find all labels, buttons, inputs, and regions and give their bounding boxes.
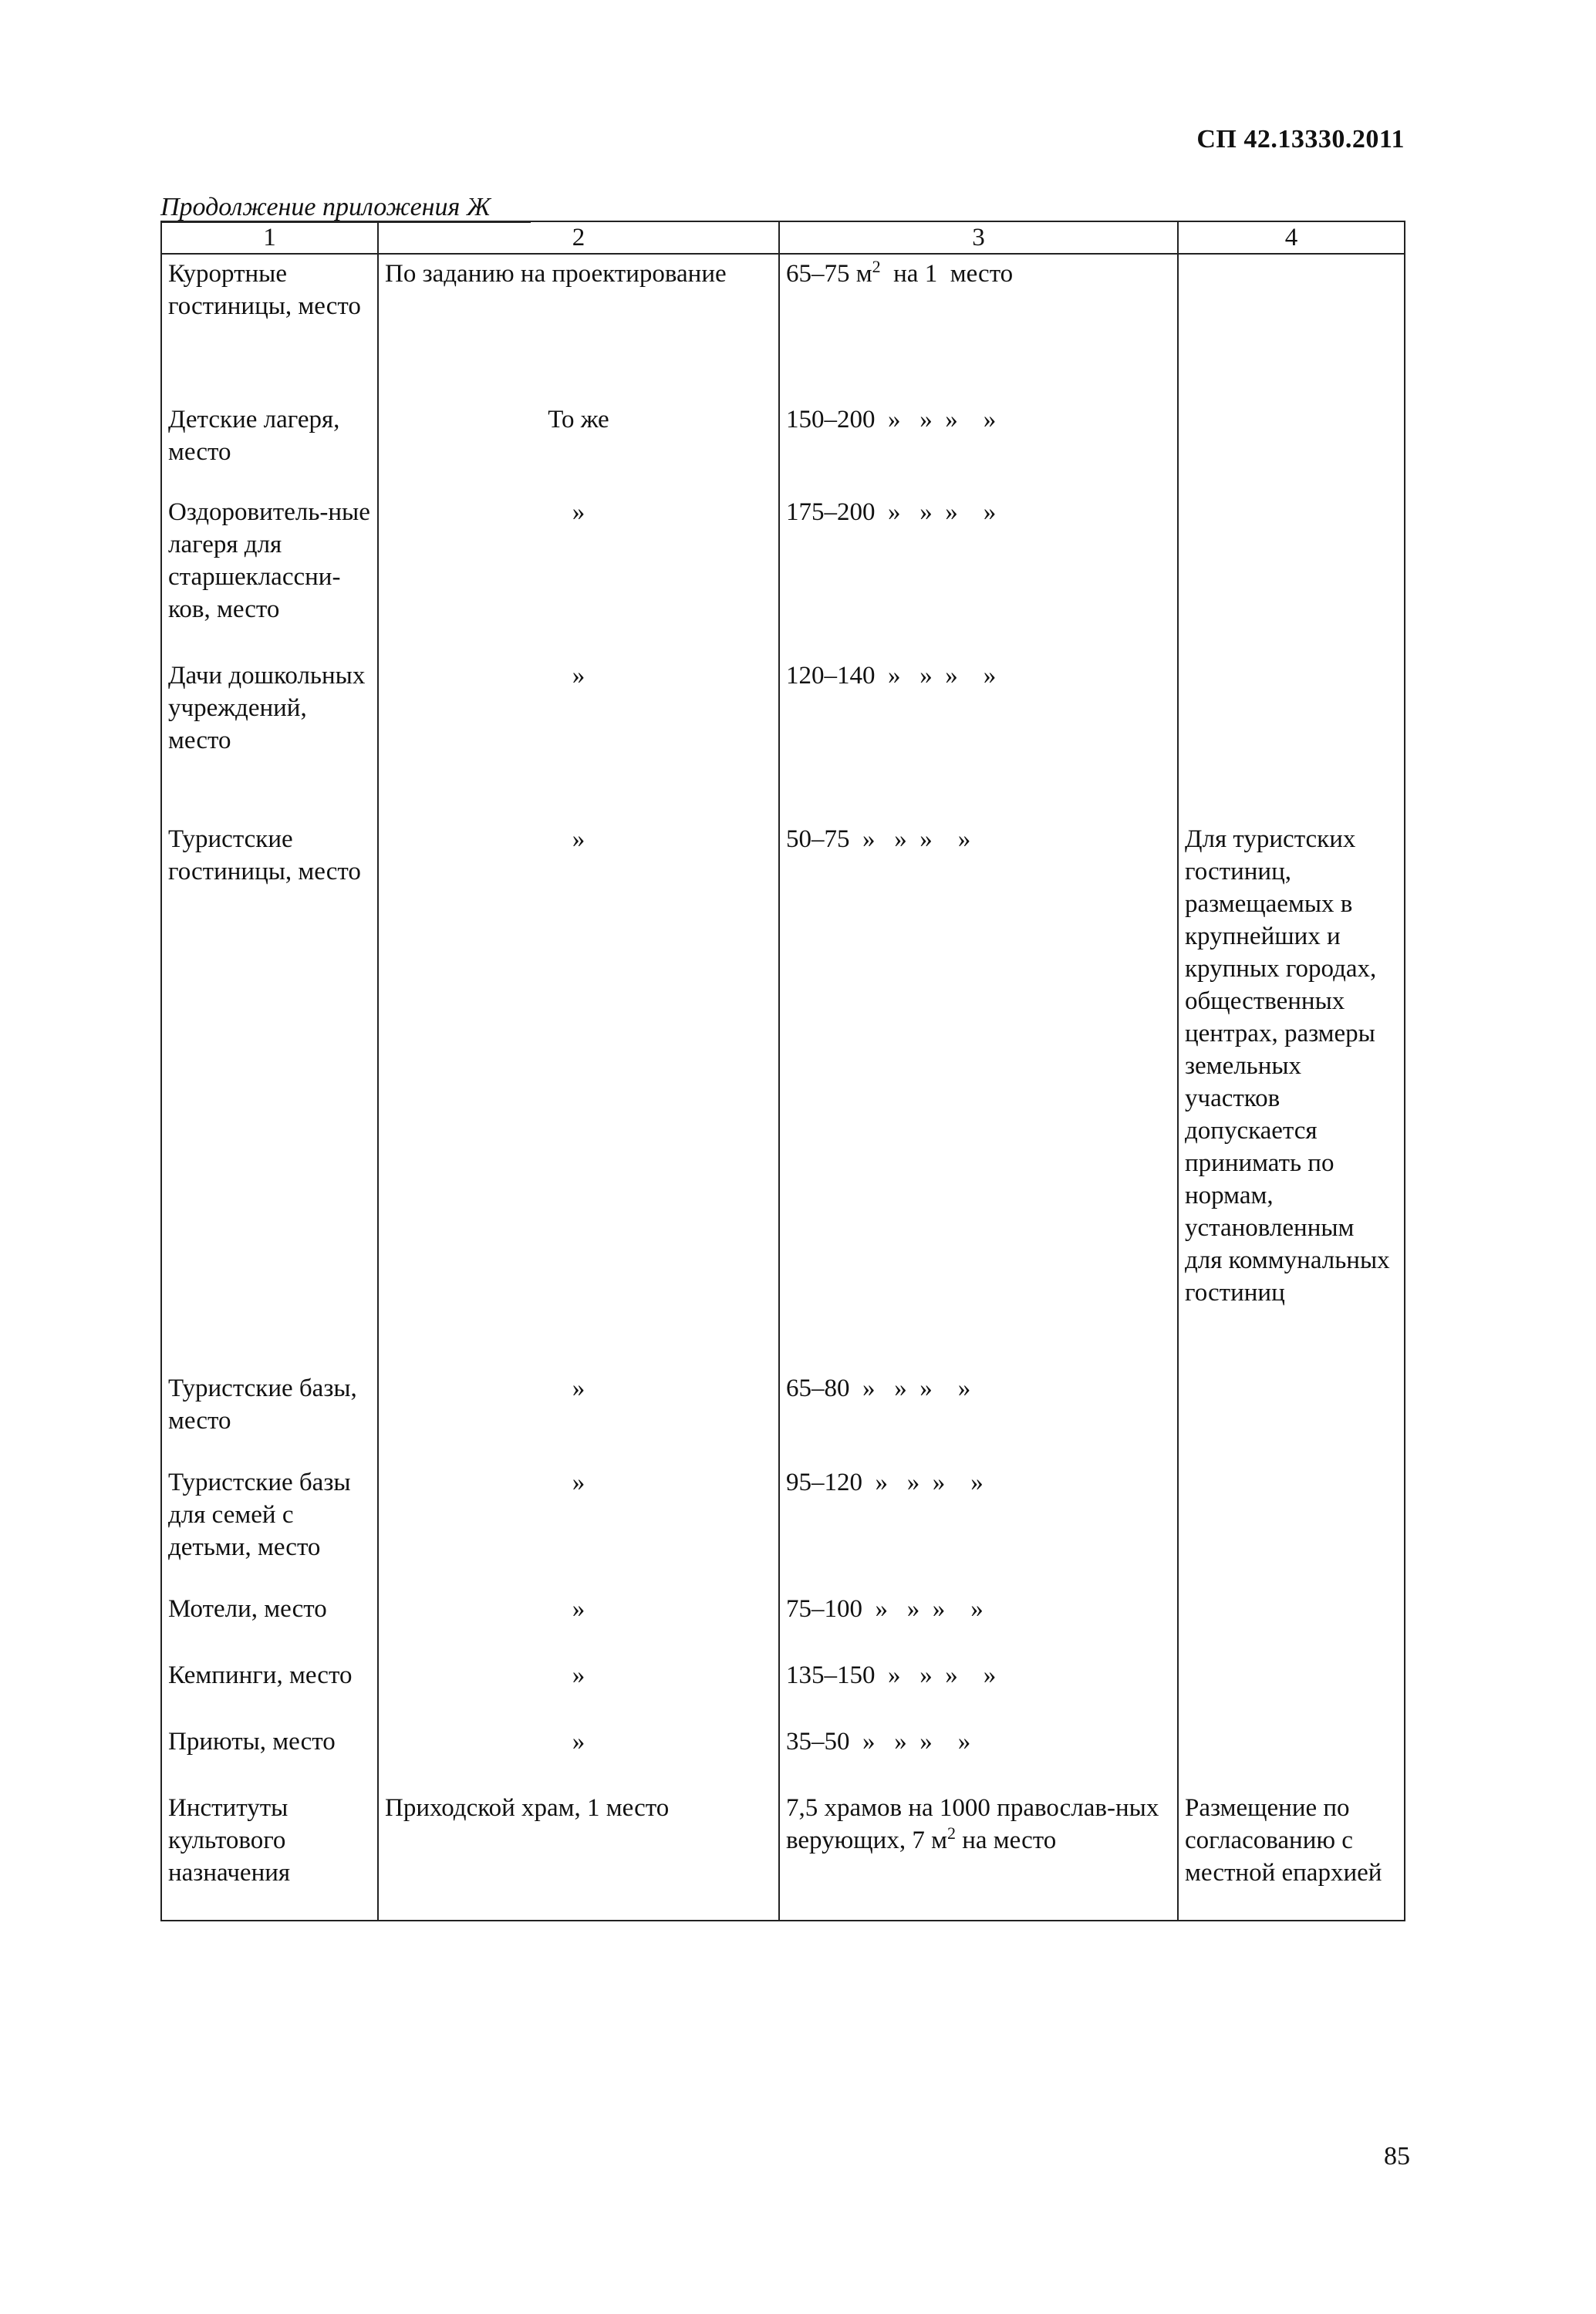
continuation-caption: Продолжение приложения Ж <box>160 193 491 221</box>
table-row <box>161 1593 1405 1659</box>
land-size-text-end: на 1 место <box>880 260 1014 288</box>
row-land-size <box>779 1792 1178 1921</box>
table-header-row <box>161 221 1405 254</box>
row-land-size: 35–50 » » » » <box>779 1725 1178 1792</box>
row-norm-basis: » <box>378 1725 779 1792</box>
row-object-name: Курортные гостиницы, место <box>161 254 378 403</box>
row-land-size: 50–75 » » » » <box>779 823 1178 1372</box>
column-header-3: 3 <box>779 221 1178 254</box>
row-land-size: 135–150 » » » » <box>779 1659 1178 1725</box>
row-object-name: Институты культового назначения <box>161 1792 378 1921</box>
row-note: Для туристских гостиниц, размещаемых в крупнейших и крупных городах, общественных центрах, размеры земельных участков допускается принимать по нормам, установленным для коммунальных гостиниц <box>1178 823 1405 1372</box>
table-row <box>161 1372 1405 1466</box>
row-land-size: 175–200 » » » » <box>779 496 1178 659</box>
row-land-size: 120–140 » » » » <box>779 659 1178 823</box>
table-row <box>161 254 1405 403</box>
row-norm-basis: » <box>378 659 779 823</box>
row-object-name: Мотели, место <box>161 1593 378 1659</box>
appendix-table <box>160 221 1405 1921</box>
row-object-name: Оздоровитель-ные лагеря для старшеклассни-ков, место <box>161 496 378 659</box>
table-row <box>161 1792 1405 1921</box>
superscript: 2 <box>946 1823 956 1843</box>
page-number: 85 <box>1384 2142 1410 2171</box>
row-land-size <box>779 254 1178 403</box>
table-row <box>161 1659 1405 1725</box>
column-header-1: 1 <box>161 221 378 254</box>
row-norm-basis: То же <box>378 403 779 496</box>
row-note <box>1178 1659 1405 1725</box>
table-row <box>161 823 1405 1372</box>
column-header-2: 2 <box>378 221 779 254</box>
row-object-name: Туристские гостиницы, место <box>161 823 378 1372</box>
row-note <box>1178 1466 1405 1593</box>
land-size-text: 65–75 м <box>786 260 872 288</box>
table-row <box>161 659 1405 823</box>
land-size-text: 7,5 храмов на 1000 православ-ных верующих, 7 м <box>786 1794 1159 1854</box>
row-object-name: Детские лагеря, место <box>161 403 378 496</box>
land-size-text-end: на место <box>955 1827 1057 1854</box>
row-land-size: 75–100 » » » » <box>779 1593 1178 1659</box>
row-note <box>1178 1725 1405 1792</box>
row-object-name: Приюты, место <box>161 1725 378 1792</box>
row-norm-basis: » <box>378 1593 779 1659</box>
table-row <box>161 1466 1405 1593</box>
row-object-name: Туристские базы для семей с детьми, место <box>161 1466 378 1593</box>
table-row <box>161 403 1405 496</box>
row-object-name: Туристские базы, место <box>161 1372 378 1466</box>
row-land-size: 95–120 » » » » <box>779 1466 1178 1593</box>
superscript: 2 <box>872 257 881 276</box>
table-row <box>161 1725 1405 1792</box>
row-norm-basis: » <box>378 496 779 659</box>
row-norm-basis: » <box>378 823 779 1372</box>
row-note <box>1178 496 1405 659</box>
row-land-size: 65–80 » » » » <box>779 1372 1178 1466</box>
row-object-name: Кемпинги, место <box>161 1659 378 1725</box>
table-row <box>161 496 1405 659</box>
row-note <box>1178 1593 1405 1659</box>
row-object-name: Дачи дошкольных учреждений, место <box>161 659 378 823</box>
row-note <box>1178 659 1405 823</box>
row-norm-basis: По заданию на проектирование <box>378 254 779 403</box>
row-norm-basis: » <box>378 1466 779 1593</box>
row-norm-basis: Приходской храм, 1 место <box>378 1792 779 1921</box>
row-note: Размещение по согласованию с местной епархией <box>1178 1792 1405 1921</box>
row-note <box>1178 403 1405 496</box>
document-code: СП 42.13330.2011 <box>1196 125 1405 153</box>
row-note <box>1178 1372 1405 1466</box>
column-header-4: 4 <box>1178 221 1405 254</box>
row-norm-basis: » <box>378 1659 779 1725</box>
row-norm-basis: » <box>378 1372 779 1466</box>
row-land-size: 150–200 » » » » <box>779 403 1178 496</box>
row-note <box>1178 254 1405 403</box>
